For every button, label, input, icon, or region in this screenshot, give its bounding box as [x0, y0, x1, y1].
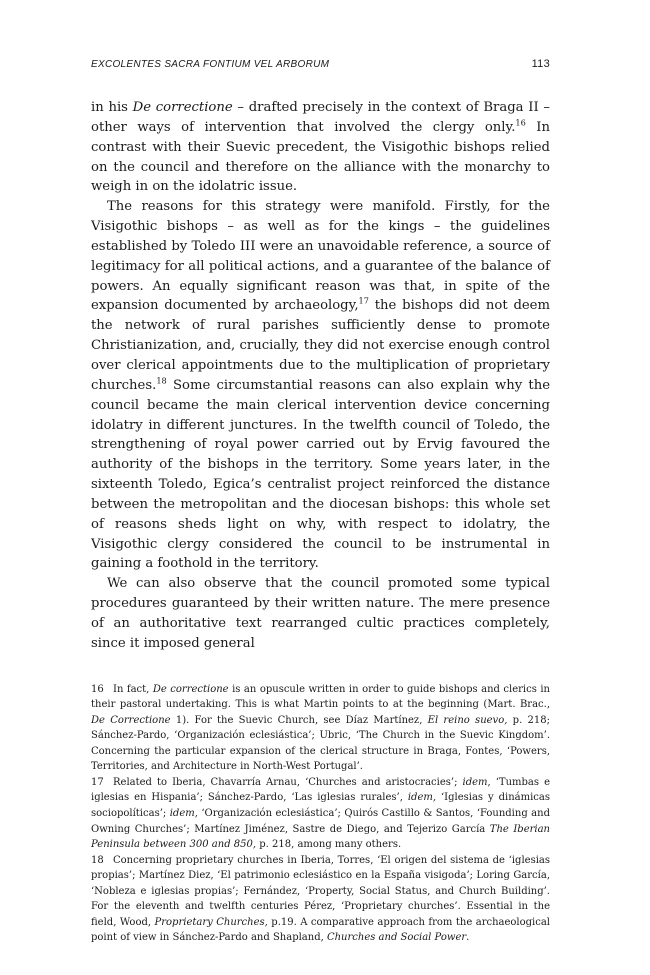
footnote-ref-18[interactable]: 18	[156, 375, 167, 386]
body-text	[91, 98, 550, 654]
text-run: ‘Iglesias y dinámicas sociopolíticas’;	[91, 792, 550, 819]
italic-title: Proprietary Churches,	[154, 916, 268, 928]
footnote-number: 16	[91, 683, 104, 695]
text-run: , ‘Tumbas e iglesias en Hispania’; Sánchez-Pardo, ‘Las iglesias rurales’,	[91, 776, 550, 804]
footnote-18	[91, 853, 550, 946]
italic-title: idem	[462, 776, 488, 788]
running-title: EXCOLENTES SACRA FONTIUM VEL ARBORUM	[91, 59, 330, 70]
footnote-number: 18	[91, 854, 104, 866]
footnote-ref-17[interactable]: 17	[358, 296, 369, 307]
running-head	[91, 58, 550, 78]
text-run: – drafted precisely in the context of Braga II – other ways of intervention that involved the clergy only.	[91, 100, 551, 135]
italic-title: The Iberian Peninsula between 300 and 850,	[91, 823, 551, 851]
text-run: 1). For the Suevic Church, see Díaz Martínez,	[170, 714, 428, 726]
text-run: p. 218, among many others.	[256, 839, 402, 851]
text-run: The reasons for this strategy were manifold. Firstly, for the Visigothic bishops – as well as for the kings – the guidelines established by Toledo III were an unavoidable reference, a source of legitimacy for all political actions, and a guarantee of the balance of powers. An equally significant reason was that, in spite of the expansion documented by archaeology,	[91, 199, 550, 314]
text-run: In fact,	[113, 683, 153, 695]
paragraph-1	[91, 98, 550, 197]
footnote-ref-16[interactable]: 16	[515, 117, 526, 128]
italic-title: De Correctione	[91, 714, 171, 726]
book-page	[91, 58, 550, 946]
text-run: Related to Iberia, Chavarría Arnau, ‘Churches and aristocracies’;	[113, 776, 463, 788]
footnote-16	[91, 682, 550, 775]
text-run: We can also observe that the council promoted some typical procedures guaranteed by their written nature. The mere presence of an authoritative text rearranged cultic practices completely, since it imposed general	[91, 576, 550, 651]
paragraph-3	[91, 574, 550, 653]
italic-title: idem,	[169, 808, 198, 819]
text-run: ‘Organización eclesiástica’; Quirós Castillo & Santos, ‘Founding and Owning Churches’; Martínez Jiménez, Sastre de Diego, and Tejerizo García	[91, 808, 550, 835]
paragraph-2	[91, 197, 550, 574]
footnote-17	[91, 775, 550, 853]
text-run: p. 218; Sánchez-Pardo, ‘Organización eclesiástica’; Ubric, ‘The Church in the Suevic Kingdom’. Concerning the particular expansion of the clerical structure in Braga, Fontes, ‘Powers, Territories, and Architecture in North-West Portugal’.	[91, 714, 550, 773]
italic-title: De correctione	[152, 683, 229, 695]
text-run: Concerning proprietary churches in Iberia, Torres, ‘El origen del sistema de ‘iglesias propias’; Martínez Diez, ‘El patrimonio eclesiástico en la España visigoda’; Loring García, ‘Nobleza e iglesias propias’; Fernández, ‘Property, Social Status, and Church Building’. For the eleventh and twelfth centuries Pérez, ‘Proprietary churches’. Essential in the field, Wood,	[91, 854, 550, 928]
text-run: In contrast with their Suevic precedent, the Visigothic bishops relied on the council and therefore on the alliance with the monarchy to weigh in on the idolatric issue.	[91, 119, 550, 195]
text-run: Some circumstantial reasons can also explain why the council became the main clerical intervention device concerning idolatry in different junctures. In the twelfth council of Toledo, the strengthening of royal power carried out by Ervig favoured the authority of the bishops in the territory. Some years later, in the sixteenth Toledo, Egica’s centralist project reinforced the distance between the metropolitan and the diocesan bishops: this whole set of reasons sheds light on why, with respect to idolatry, the Visigothic clergy considered the council to be instrumental in gaining a foothold in the territory.	[91, 377, 550, 572]
footnote-number: 17	[91, 776, 104, 788]
text-run: is an opuscule written in order to guide bishops and clerics in their pastoral undertaking. This is what Martin points to at the beginning (Mart. Brac.,	[91, 683, 550, 711]
footnotes	[91, 682, 550, 946]
italic-title: De correctione	[132, 100, 233, 115]
text-run: p.19. A comparative approach from the archaeological point of view in Sánchez-Pardo and Shapland,	[91, 916, 550, 944]
page-number: 113	[531, 58, 550, 70]
text-run: the bishops did not deem the network of rural parishes sufficiently dense to promote Christianization, and, crucially, they did not exercise enough control over clerical appointments due to the multiplication of proprietary churches.	[91, 298, 550, 393]
text-run: in his	[91, 100, 133, 115]
italic-title: idem,	[407, 792, 437, 804]
text-run: .	[466, 932, 470, 944]
italic-title: El reino suevo,	[427, 714, 508, 726]
italic-title: Churches and Social Power	[326, 932, 467, 944]
